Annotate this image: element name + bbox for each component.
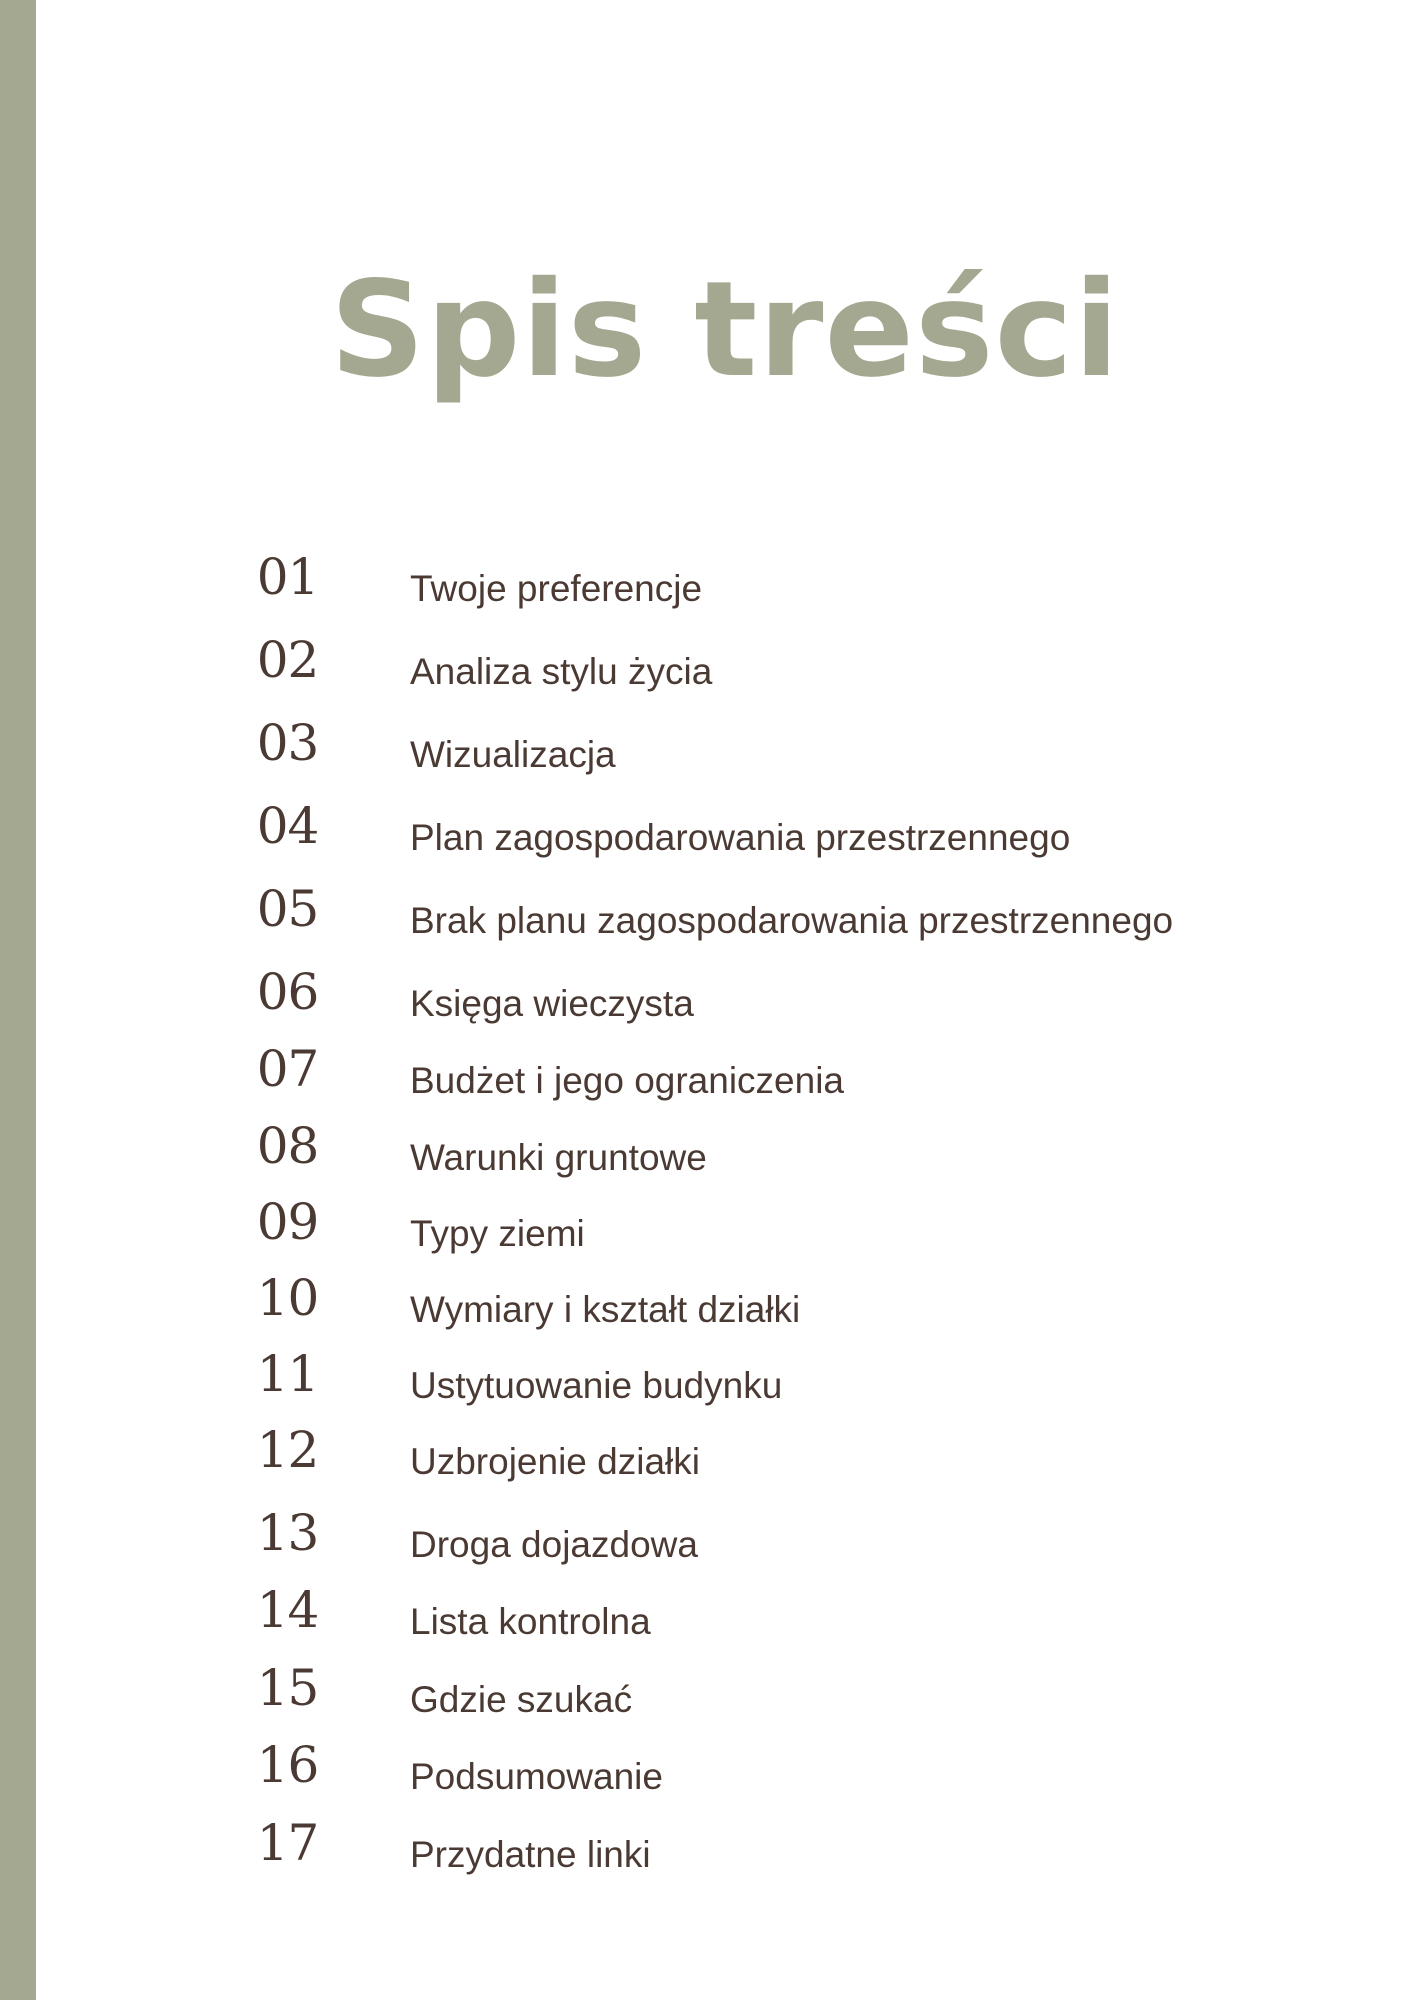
- toc-item-label: Podsumowanie: [410, 1756, 663, 1797]
- toc-item-number: 08: [256, 1117, 319, 1175]
- toc-item-13[interactable]: [230, 1503, 1230, 1563]
- toc-item-number: 11: [256, 1345, 319, 1403]
- toc-item-number: 17: [256, 1814, 319, 1872]
- toc-item-03[interactable]: [230, 713, 1230, 773]
- toc-item-number: 02: [256, 631, 319, 689]
- page-title: Spis treści: [329, 253, 1121, 407]
- toc-item-number: 04: [256, 797, 319, 855]
- toc-item-label: Droga dojazdowa: [410, 1524, 698, 1565]
- toc-item-label: Analiza stylu życia: [410, 651, 713, 692]
- toc-item-label: Gdzie szukać: [410, 1679, 633, 1720]
- toc-item-label: Plan zagospodarowania przestrzennego: [410, 817, 1071, 858]
- toc-item-number: 15: [256, 1659, 319, 1717]
- toc-item-number: 12: [256, 1421, 319, 1479]
- toc-item-09[interactable]: [230, 1192, 1230, 1252]
- toc-item-15[interactable]: [230, 1658, 1230, 1718]
- toc-item-16[interactable]: [230, 1735, 1230, 1795]
- toc-item-label: Typy ziemi: [410, 1213, 585, 1254]
- toc-item-number: 03: [256, 714, 319, 772]
- toc-item-number: 06: [256, 963, 319, 1021]
- toc-item-06[interactable]: [230, 962, 1230, 1022]
- toc-item-label: Uzbrojenie działki: [410, 1441, 700, 1482]
- toc-item-number: 09: [256, 1193, 319, 1251]
- toc-item-10[interactable]: [230, 1268, 1230, 1328]
- toc-item-number: 16: [256, 1736, 319, 1794]
- toc-item-number: 01: [256, 548, 319, 606]
- toc-item-17[interactable]: [230, 1813, 1230, 1873]
- toc-item-label: Twoje preferencje: [410, 568, 703, 609]
- toc-item-07[interactable]: [230, 1039, 1230, 1099]
- toc-item-label: Lista kontrolna: [410, 1601, 651, 1642]
- toc-item-02[interactable]: [230, 630, 1230, 690]
- toc-item-label: Wizualizacja: [410, 734, 616, 775]
- toc-item-04[interactable]: [230, 796, 1230, 856]
- toc-item-number: 07: [256, 1040, 319, 1098]
- toc-item-label: Brak planu zagospodarowania przestrzennego: [410, 900, 1174, 941]
- toc-item-number: 10: [256, 1269, 319, 1327]
- toc-item-11[interactable]: [230, 1344, 1230, 1404]
- toc-item-label: Księga wieczysta: [410, 983, 694, 1024]
- toc-item-label: Przydatne linki: [410, 1834, 651, 1875]
- toc-item-label: Warunki gruntowe: [410, 1137, 707, 1178]
- toc-item-12[interactable]: [230, 1420, 1230, 1480]
- toc-item-label: Wymiary i kształt działki: [410, 1289, 801, 1330]
- toc-item-number: 14: [256, 1581, 319, 1639]
- toc-item-05[interactable]: [230, 879, 1230, 939]
- toc-item-label: Budżet i jego ograniczenia: [410, 1060, 845, 1101]
- toc-item-08[interactable]: [230, 1116, 1230, 1176]
- toc-item-number: 05: [256, 880, 319, 938]
- toc-item-01[interactable]: [230, 547, 1230, 607]
- toc-item-14[interactable]: [230, 1580, 1230, 1640]
- toc-item-label: Ustytuowanie budynku: [410, 1365, 783, 1406]
- toc-item-number: 13: [256, 1504, 319, 1562]
